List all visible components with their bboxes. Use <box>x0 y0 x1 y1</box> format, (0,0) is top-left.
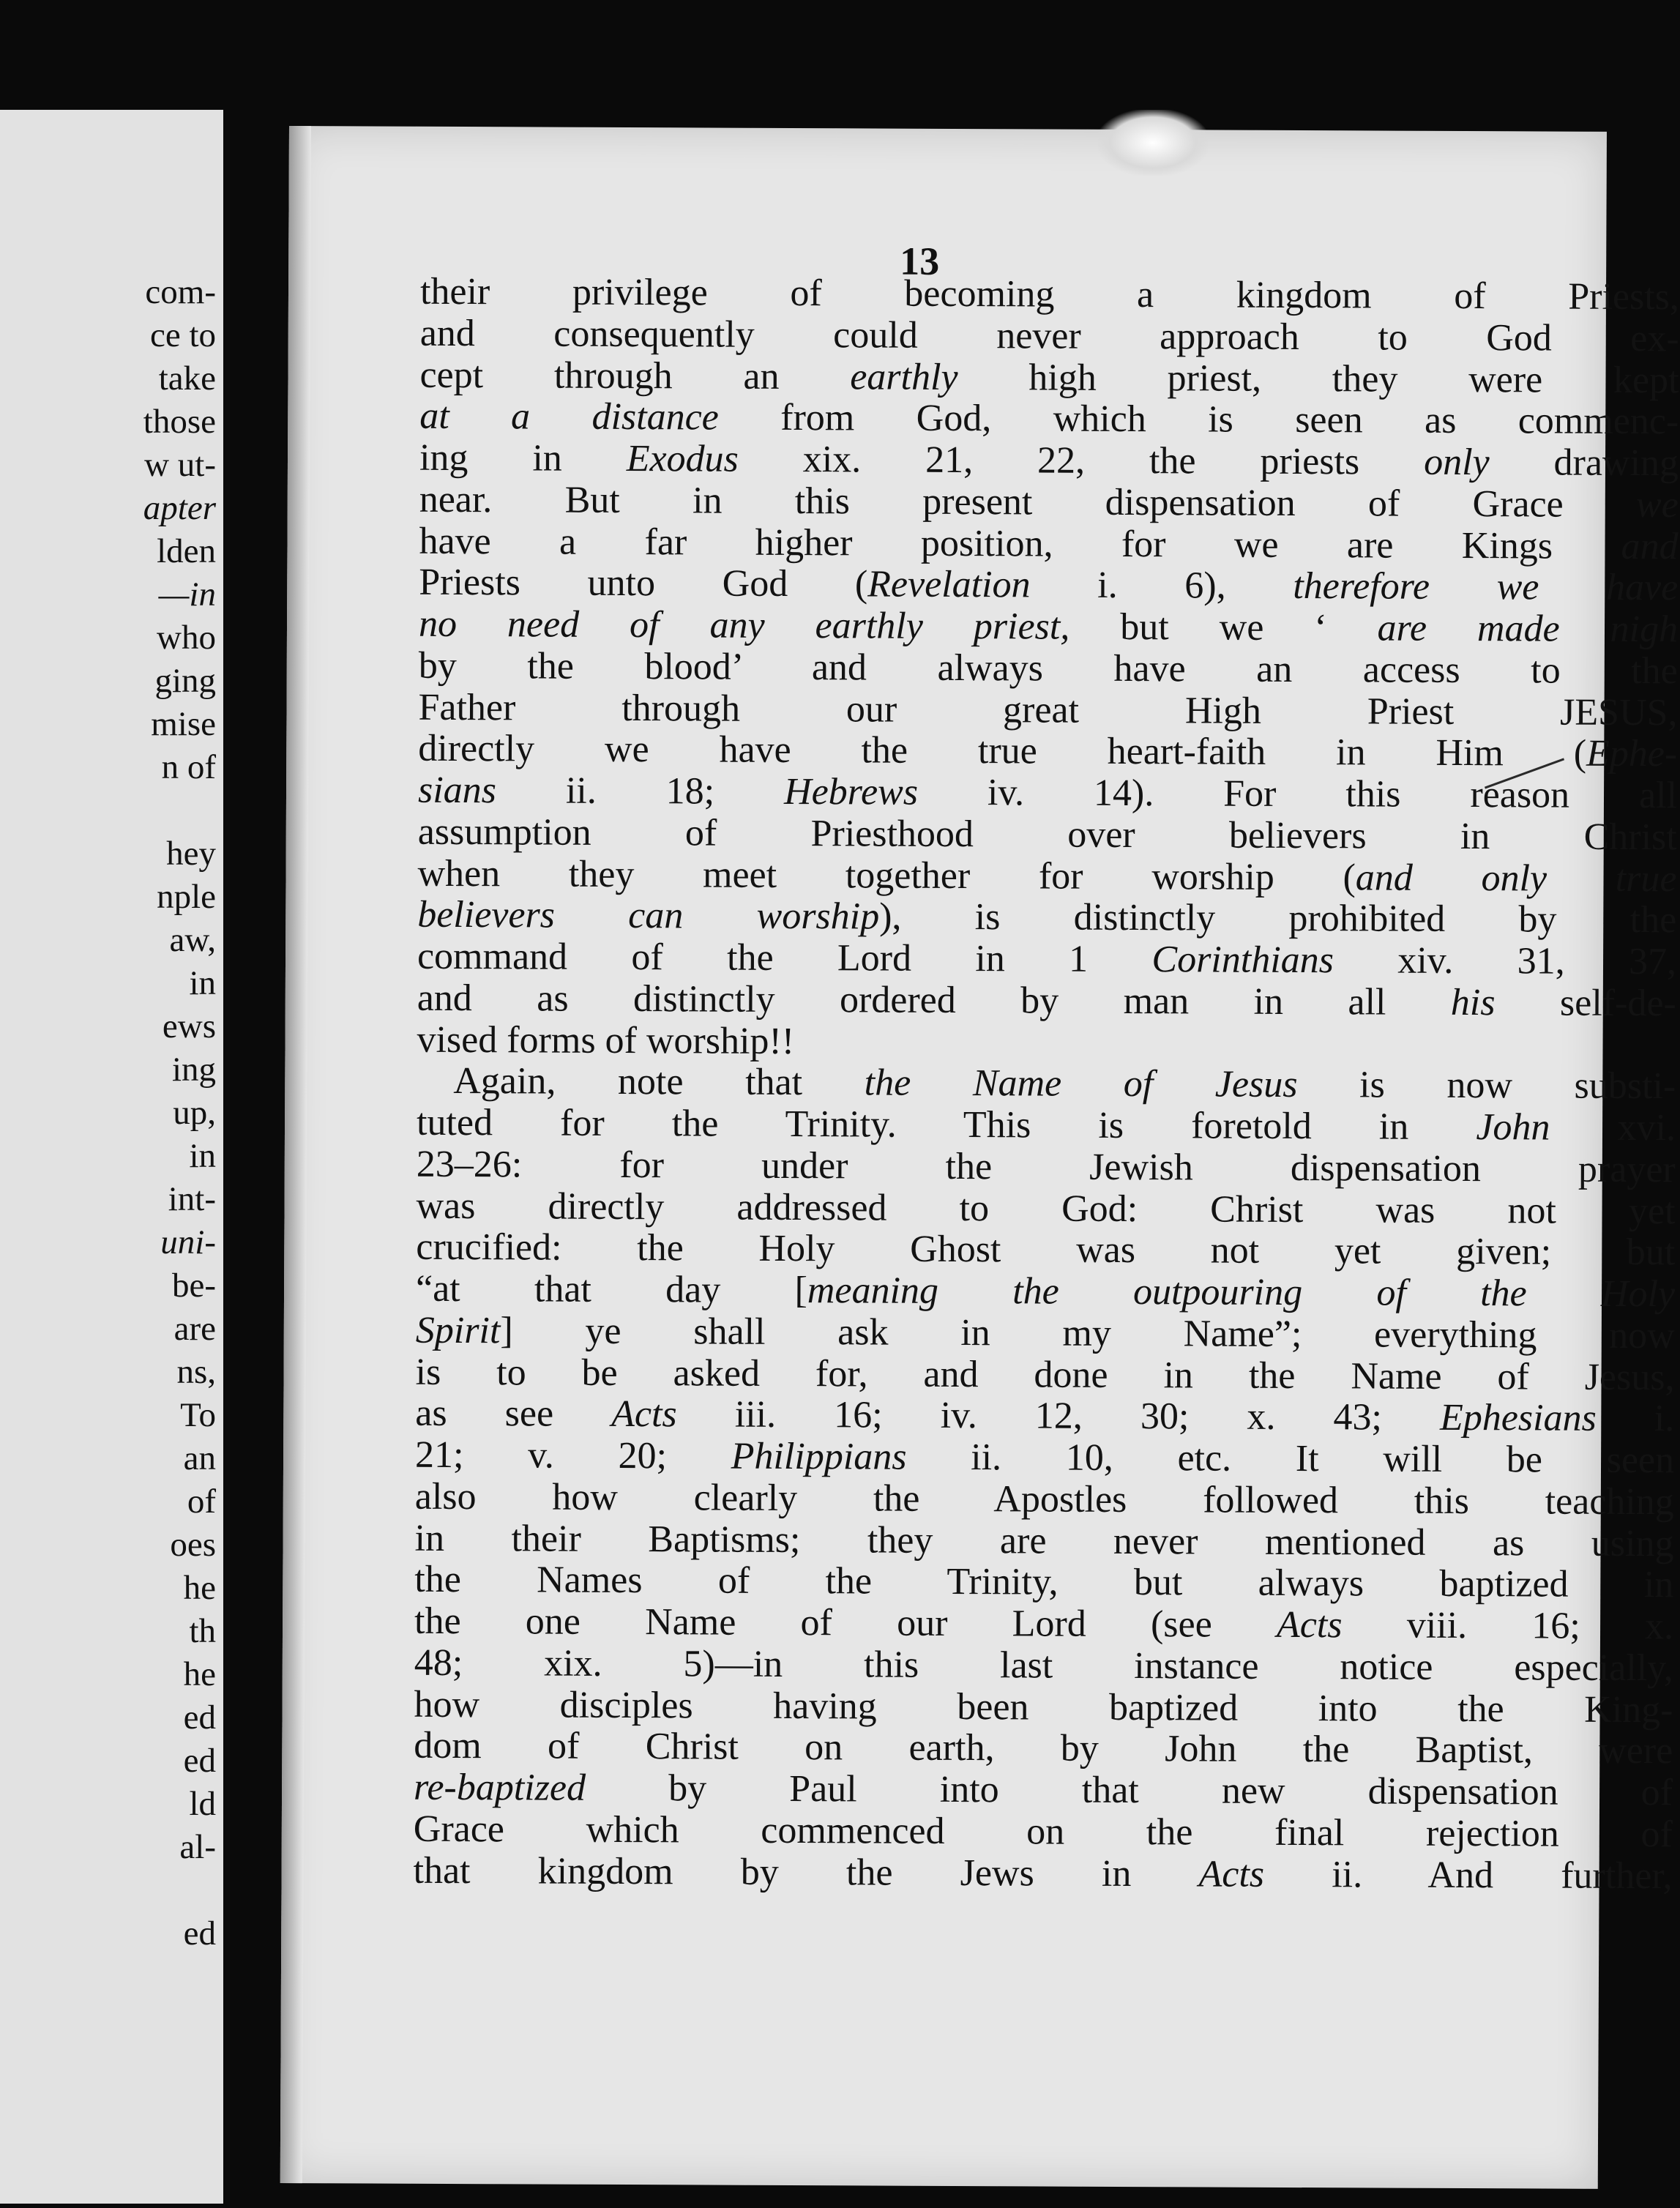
previous-page-line: uni- <box>160 1223 216 1261</box>
book-page <box>280 126 1680 2189</box>
text-segment: was directly addressed to God: Christ was not yet <box>416 1185 1676 1232</box>
page-body-text <box>413 272 1679 1898</box>
text-line <box>415 1477 1674 1523</box>
text-segment: vised forms of worship!! <box>417 1018 795 1062</box>
text-line <box>419 438 1679 485</box>
text-segment: from God, which is seen as commenc- <box>718 396 1679 443</box>
text-segment: also how clearly the Apostles followed this teaching <box>414 1475 1674 1523</box>
paper-damage-spot <box>1098 110 1208 176</box>
text-line <box>418 728 1677 775</box>
text-line <box>420 313 1679 360</box>
italic-text-segment: at a distance <box>419 395 719 439</box>
previous-page-line: int- <box>168 1180 216 1218</box>
text-segment: ii. 18; <box>496 769 785 813</box>
previous-page-line: he <box>183 1655 216 1693</box>
text-segment: Grace which commenced on the final rejection of <box>413 1808 1673 1856</box>
text-segment: ii. 10, etc. It will be seen <box>906 1436 1675 1482</box>
italic-text-segment: re-baptized <box>413 1766 586 1809</box>
previous-page-line: up, <box>173 1094 216 1132</box>
text-segment: iii. 16; iv. 12, 30; x. 43; <box>676 1393 1441 1439</box>
text-segment: ii. And further, <box>1263 1853 1673 1897</box>
previous-page-line: ing <box>171 1051 216 1089</box>
italic-text-segment: Acts <box>1276 1603 1343 1646</box>
text-segment: i. <box>1596 1398 1675 1440</box>
text-segment: 21; v. 20; <box>414 1433 731 1477</box>
previous-page-line: ed <box>183 1698 216 1737</box>
previous-page-line: th <box>189 1612 216 1650</box>
previous-page-line: oes <box>170 1526 216 1564</box>
text-segment: ] ye shall ask in my Name”; everything now <box>500 1310 1675 1357</box>
italic-text-segment: are made nigh <box>1377 607 1679 651</box>
text-segment: high priest, they were kept <box>957 356 1679 401</box>
text-line <box>414 1767 1673 1814</box>
text-segment: have a far higher position, for we are Kings <box>419 520 1621 567</box>
text-segment: self-de- <box>1495 981 1676 1025</box>
italic-text-segment: his <box>1450 981 1496 1023</box>
text-line <box>414 1518 1673 1564</box>
text-segment: as see <box>415 1392 612 1436</box>
previous-page-line: he <box>183 1569 216 1607</box>
italic-text-segment: earthly <box>850 355 958 398</box>
text-line <box>419 354 1679 401</box>
italic-text-segment: no need of any earthly priest, <box>418 603 1070 648</box>
text-segment: xiv. 31, 37, <box>1333 939 1677 983</box>
text-line <box>418 770 1677 817</box>
text-segment: by the blood’ and always have an access to the <box>418 644 1678 693</box>
page-number: 13 <box>900 239 940 283</box>
text-line <box>417 853 1676 900</box>
previous-page-text <box>0 271 223 1955</box>
italic-text-segment: meaning the outpouring of the Holy <box>807 1269 1676 1316</box>
text-segment: by Paul into that new dispensation of <box>585 1767 1673 1814</box>
previous-page-line: —in <box>158 575 216 613</box>
previous-page-line: com- <box>145 273 216 311</box>
text-line <box>413 1850 1672 1897</box>
text-segment: “at that day [ <box>415 1267 808 1312</box>
text-segment: but we ‘ <box>1069 605 1378 649</box>
text-segment: ), is distinctly prohibited by the <box>879 895 1677 941</box>
text-line <box>417 1144 1676 1191</box>
italic-text-segment: Corinthians <box>1151 939 1334 982</box>
italic-text-segment: the Name of Jesus <box>864 1062 1298 1106</box>
text-line <box>417 978 1676 1025</box>
italic-text-segment: therefore we have <box>1293 565 1679 609</box>
previous-page-line: ed <box>183 1742 216 1780</box>
text-line <box>419 480 1679 526</box>
previous-page-line: an <box>183 1439 216 1477</box>
text-segment: Again, note that <box>453 1060 865 1104</box>
text-segment: 48; xix. 5)—in this last instance notice especially, <box>414 1641 1673 1690</box>
previous-page-line: of <box>187 1482 216 1521</box>
text-segment: ing in <box>419 436 627 480</box>
text-segment: Father through our great High Priest JESUS, <box>418 686 1678 734</box>
text-line <box>419 646 1678 693</box>
text-segment: Priests unto God ( <box>419 562 868 605</box>
text-segment: drawing <box>1489 441 1679 485</box>
text-line <box>417 1061 1676 1108</box>
text-segment: cept through an <box>419 354 851 398</box>
text-line <box>419 604 1678 651</box>
text-line <box>419 396 1679 443</box>
text-segment: is to be asked for, and done in the Name of Jesus, <box>415 1351 1675 1398</box>
italic-text-segment: we <box>1635 483 1679 526</box>
italic-text-segment: Ephe- <box>1586 732 1678 775</box>
text-segment: directly we have the true heart-faith in Him ( <box>418 728 1587 775</box>
italic-text-segment: Spirit <box>415 1309 501 1352</box>
text-segment: i. 6), <box>1030 564 1293 608</box>
previous-page-line: take <box>158 359 216 398</box>
text-line <box>416 1269 1675 1316</box>
previous-page-line: w ut- <box>144 446 216 484</box>
text-line <box>417 936 1676 983</box>
text-segment: that kingdom by the Jews in <box>413 1849 1199 1895</box>
text-segment: near. But in this present dispensation of Grace <box>419 478 1637 526</box>
text-segment: and consequently could never approach to God ex- <box>419 312 1679 360</box>
italic-text-segment: Philippians <box>731 1435 907 1478</box>
text-segment: dom of Christ on earth, by John the Baptist, were <box>414 1725 1673 1772</box>
italic-text-segment: Acts <box>1198 1852 1265 1895</box>
text-segment: when they meet together for worship ( <box>417 852 1356 898</box>
previous-page-line: al- <box>179 1828 216 1866</box>
previous-page-line: are <box>173 1310 216 1348</box>
text-segment: xvi. <box>1550 1106 1676 1149</box>
text-line <box>415 1351 1674 1398</box>
previous-page-line <box>0 789 223 832</box>
text-segment: xix. 21, 22, the priests <box>738 438 1425 483</box>
italic-text-segment: Acts <box>611 1393 677 1436</box>
previous-page-line: ce to <box>149 316 216 354</box>
text-line <box>416 1185 1675 1232</box>
page-gutter-shadow <box>280 126 311 2183</box>
text-line <box>414 1726 1673 1772</box>
previous-page-line: hey <box>166 835 216 873</box>
previous-page-line: in <box>189 964 216 1002</box>
text-line <box>414 1559 1673 1606</box>
previous-page-line: ging <box>154 662 216 700</box>
text-segment: iv. 14). For this reason all <box>917 771 1678 817</box>
italic-text-segment: only <box>1424 441 1490 484</box>
text-line <box>419 562 1678 609</box>
previous-page-line: apter <box>143 489 216 527</box>
text-line <box>418 812 1677 859</box>
previous-page-line: mise <box>151 705 216 743</box>
text-line <box>416 1227 1675 1274</box>
previous-page-line: To <box>180 1396 216 1434</box>
italic-text-segment: John <box>1476 1106 1550 1149</box>
previous-page-fragment <box>0 110 223 2204</box>
previous-page-line: lden <box>157 532 216 570</box>
italic-text-segment: believers can worship <box>417 894 880 938</box>
text-line <box>417 1103 1676 1149</box>
text-line <box>415 1393 1674 1440</box>
previous-page-line: aw, <box>169 921 216 959</box>
previous-page-line: who <box>157 619 216 657</box>
previous-page-line: in <box>189 1137 216 1175</box>
text-line <box>414 1809 1673 1856</box>
text-line <box>420 272 1679 318</box>
text-line <box>417 895 1676 941</box>
text-line <box>416 1310 1675 1357</box>
text-segment: is now substi- <box>1297 1064 1676 1108</box>
italic-text-segment: Ephesians <box>1439 1397 1597 1440</box>
text-segment: assumption of Priesthood over believers in Christ <box>417 810 1677 859</box>
italic-text-segment: Revelation <box>867 563 1031 606</box>
previous-page-line: ld <box>189 1785 216 1823</box>
text-line <box>418 687 1677 734</box>
text-segment: and as distinctly ordered by man in all <box>417 977 1452 1023</box>
italic-text-segment: and <box>1621 525 1679 567</box>
italic-text-segment: sians <box>417 769 497 812</box>
text-segment: crucified: the Holy Ghost was not yet given; but <box>416 1226 1676 1274</box>
previous-page-line: those <box>143 403 216 441</box>
text-segment: tuted for the Trinity. This is foretold in <box>416 1101 1476 1149</box>
previous-page-line: ns, <box>176 1353 216 1391</box>
text-segment: how disciples having been baptized into the King- <box>414 1683 1673 1731</box>
text-line <box>414 1684 1673 1731</box>
text-line <box>417 1019 1676 1066</box>
previous-page-line: nple <box>157 878 216 916</box>
text-segment: the Names of the Trinity, but always baptized in <box>414 1559 1674 1606</box>
text-line <box>414 1643 1673 1690</box>
previous-page-line <box>0 1869 223 1912</box>
text-line <box>419 521 1678 567</box>
text-line <box>414 1601 1673 1648</box>
text-segment: 23–26: for under the Jewish dispensation prayer <box>416 1143 1676 1191</box>
text-segment: their privilege of becoming a kingdom of Priests, <box>419 270 1680 318</box>
text-segment: in their Baptisms; they are never mentioned as using <box>414 1517 1674 1564</box>
previous-page-line: be- <box>171 1267 216 1305</box>
italic-text-segment: and only true <box>1355 856 1677 900</box>
previous-page-line: ews <box>162 1007 216 1045</box>
previous-page-line: ed <box>183 1914 216 1952</box>
text-segment: viii. 16; x. <box>1342 1604 1674 1648</box>
text-segment: command of the Lord in 1 <box>417 935 1152 981</box>
text-line <box>415 1435 1674 1482</box>
text-segment: the one Name of our Lord (see <box>414 1600 1277 1646</box>
previous-page-line: n of <box>161 748 216 786</box>
italic-text-segment: Exodus <box>626 438 739 480</box>
italic-text-segment: Hebrews <box>783 770 919 813</box>
